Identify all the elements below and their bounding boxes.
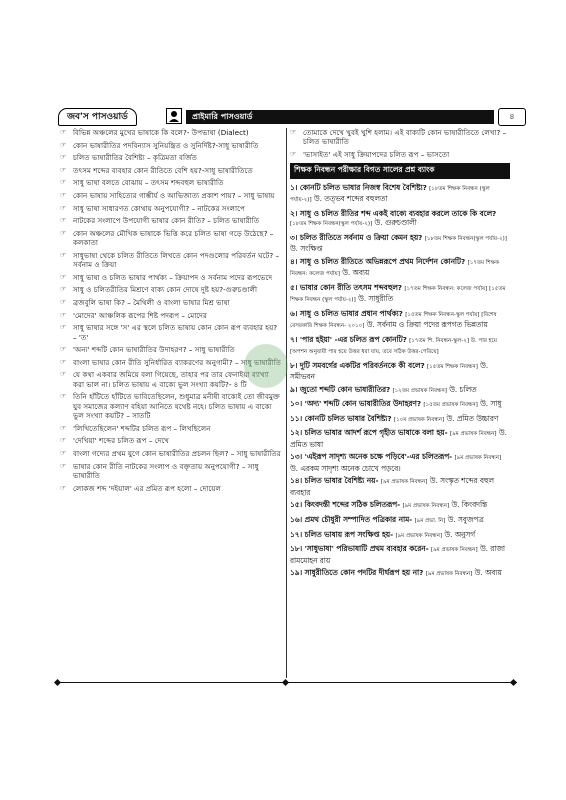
question-source: [১৫তম শিক্ষক নিবন্ধন-স্কুল পর্যায়] [বিশেষ বেসরকারি শিক্ষক নিবন্ধন- ২০১০]: [290, 311, 497, 329]
pointing-hand-icon: ☞: [60, 323, 67, 332]
question-answer: উ. সাধু: [480, 399, 502, 409]
question-item: [290, 476, 510, 497]
list-item: [290, 150, 510, 159]
list-item-text: সাধু ও চলিতরীতির মিশ্রণে বাক্য কোন দোষে দুষ্ট হয়?-গুরুচণ্ডালী: [73, 285, 258, 295]
list-item: [60, 204, 282, 213]
list-item-text: তিনি হাঁটিতে হাঁটিতে ভাবিতেছিলেন, শুধুমাত্র মনীষী বাক্যেই তো জীবমুক্ত যুব সমাজের কল্যাণ বহিয়া আনিতে যথেষ্ট নহে। চলিত ভাষায় এ বাক্যে ভুল সংখ্যা কয়টি? – সাতটি: [73, 392, 280, 421]
question-text: ৪। সাধু ও চলিত রীতিতে অভিন্নরূপে প্রথম নির্দেশন কোনটি?: [290, 256, 466, 266]
list-item: [60, 216, 282, 225]
question-text: ৯। জুতো শব্দটি কোন ভাষারীতির?: [290, 384, 391, 394]
question-text: ২। সাধু ও চলিত রীতির শব্দ একই বাক্যে ব্যবহার করলে তাকে কি বলে?: [290, 208, 497, 218]
list-item-text: কোন ভাষারীতির পদবিন্যাস সুনিয়ন্ত্রিত ও সুনির্দিষ্ট?-সাধু ভাষারীতি: [73, 140, 259, 150]
question-answer: উ. সমীভবন: [290, 360, 489, 381]
question-source: [১৫তম প্রভাষক নিবন্ধন]: [423, 402, 478, 409]
question-answer: উ. প্রমিত উচ্চারণ: [446, 413, 499, 423]
pointing-hand-icon: ☞: [60, 392, 67, 401]
question-item: [290, 428, 510, 449]
list-item-text: তোমাকে দেখে খুবই খুশি হলাম। এই বাক্যটি কোন ভাষারীতিতে লেখা? – চলিত ভাষারীতি: [303, 128, 507, 147]
question-text: ১৯। সাধুরীতিতে কোন পদটির দীর্ঘরূপ হয় না?: [290, 568, 424, 578]
list-item-text: নাটকের সংলাপে উপযোগী ভাষার কোন রীতি? – চলিত ভাষারীতি: [73, 216, 260, 226]
list-item: [60, 323, 282, 342]
question-item: [290, 414, 510, 425]
question-text: ১। কোনটি চলিত ভাষার নিজস্ব বিশেষ বৈশিষ্ট্য?: [290, 182, 427, 192]
list-item: [60, 449, 282, 458]
pointing-hand-icon: ☞: [60, 190, 67, 199]
question-answer: উ. অব্যয়: [342, 268, 370, 277]
question-item: [290, 568, 510, 579]
section-title: শিক্ষক নিবন্ধন পরীক্ষার বিগত সালের প্রশ্ন ব্যাংক: [290, 163, 510, 179]
question-answer: উ. তত্ভব শব্দের বহুলতা: [313, 194, 388, 203]
question-text: ৮। দুটি সমবর্গের একটির পরিবর্তনকে কী বলে?: [290, 360, 425, 370]
list-item: [60, 285, 282, 294]
question-source: [৯ম প্রভা. নি]: [414, 517, 446, 524]
list-item-text: 'মোদের' আঞ্চলিক রূপের শিষ্ট পদরূপ – মোদের: [73, 310, 207, 320]
pointing-hand-icon: ☞: [60, 165, 67, 174]
list-item: [60, 484, 282, 493]
question-text: ১৩। 'এইরূপ সাদৃশ্য অনেক চক্ষে পড়িবে'-এর চলিতরূপ-: [290, 452, 453, 462]
question-item: [290, 500, 510, 511]
question-answer: উ. অনুসর্গ: [444, 529, 476, 539]
question-source: [১৮তম শিক্ষক নিবন্ধন(স্কুল পর্যায়-২)]: [424, 235, 507, 242]
pointing-hand-icon: ☞: [60, 345, 67, 354]
page-number: ৪: [498, 108, 526, 126]
question-answer: উ. সংস্কৃত শব্দের বহুল ব্যবহার: [290, 476, 494, 497]
header-rule: [186, 123, 494, 124]
question-item: [290, 361, 510, 382]
list-item-text: কোন ভাষায় সাহিত্যের গাম্ভীর্য ও আভিজাত্য প্রকাশ পায়? – সাধু ভাষায়: [73, 190, 275, 200]
bottom-dot-right: [510, 679, 517, 686]
pointing-hand-icon: ☞: [60, 228, 67, 237]
pointing-hand-icon: ☞: [60, 216, 67, 225]
question-answer: উ. এরকম সাদৃশ্য অনেক চোখে পড়বে।: [290, 463, 401, 473]
list-item-text: সাধু ভাষা ও চলিত ভাষার পার্থক্য – ক্রিয়াপদ ও সর্বনাম পদের রূপভেদে: [73, 272, 273, 282]
list-item-text: ব্রজবুলি ভাষা কি? – মৈথিলী ও বাংলা ভাষার মিশ্র ভাষা: [73, 297, 230, 307]
list-item-text: ভাষার কোন রীতি নাটকের সংলাপ ও বক্তৃতায় অনুপযোগী? – সাধু ভাষারীতি: [73, 461, 259, 480]
list-item: [60, 191, 282, 200]
question-item: [290, 452, 510, 473]
question-source: [১৮তম শিক্ষক নিবন্ধন (স্কুল পর্যায়-২)]: [290, 185, 490, 203]
question-source: [১০ম প্রভাষক নিবন্ধন]: [393, 416, 445, 423]
question-source: [১৮তম শিক্ষক নিবন্ধন(স্কুল পর্যায়-২)]: [290, 221, 373, 227]
pointing-hand-icon: ☞: [60, 272, 67, 281]
question-text: ১২। চলিত ভাষার আদর্শ রূপে গৃহীত ভাষাকে বলা হয়-: [290, 428, 448, 438]
list-item: [60, 128, 282, 137]
bottom-rule: [55, 680, 517, 686]
question-answer: উ. রাজা রামমোহন রায়: [290, 544, 506, 565]
list-item: [60, 311, 282, 320]
list-item: [60, 424, 282, 433]
question-item: [290, 233, 510, 254]
list-item-text: সাধু ভাষা বলতে বোঝায় – তৎসম শব্দবহুল ভাষারীতি: [73, 178, 224, 188]
list-item-text: 'দেখিয়া' শব্দের চলিত রূপ – দেখে: [73, 436, 169, 446]
pointing-hand-icon: ☞: [60, 140, 67, 149]
question-answer: উ. কিংবদন্তি: [451, 500, 488, 510]
question-source: [১৭তম শিক্ষক নিবন্ধন: কলেজ পর্যায়]: [290, 259, 499, 277]
list-item-text: তৎসম শব্দের ব্যবহার কোন রীতিতে বেশি হয়?-সাধু ভাষারীতিতে: [73, 165, 253, 175]
list-item-text: বাংলা ভাষার কোন রীতি সুনির্ধারিত ব্যাকরণের অনুগামী? – সাধু ভাষারীতি: [73, 357, 281, 367]
question-source: [৯ম প্রভাষক নিবন্ধন]: [425, 571, 473, 578]
list-item-text: সাধুভাষা থেকে চলিত রীতিতে লিখতে কোন পদগুলোর পরিবর্তন ঘটে? – সর্বনাম ও ক্রিয়া: [73, 250, 280, 270]
question-item: [290, 257, 510, 280]
question-source: [৯ম প্রভাষক নিবন্ধন]: [395, 532, 443, 539]
pointing-hand-icon: ☞: [60, 483, 67, 492]
question-text: ৭। 'পার হইয়া' -এর চলিত রূপ কোনটি?: [290, 334, 407, 344]
question-item: [290, 399, 510, 410]
question-text: ৩। চলিত রীতিতে সর্বনাম ও ক্রিয়া কেমন হয়?: [290, 232, 423, 242]
question-answer: উ. চলিত: [449, 384, 477, 394]
list-item: [60, 153, 282, 162]
question-source: [১২তম প্রভাষক নিবন্ধন]: [392, 387, 447, 394]
question-item: [290, 335, 510, 358]
question-item: [290, 209, 510, 230]
question-answer: উ. সংক্ষিপ্ত: [290, 244, 323, 253]
list-item-text: বাংলা গদ্যের প্রথম যুগে কোন ভাষারীতির প্রচলন ছিল? – সাধু ভাষারীতির: [73, 448, 281, 458]
question-text: ১১। কোনটি চলিত ভাষার বৈশিষ্ট্য?: [290, 413, 392, 423]
list-item: [60, 436, 282, 445]
question-item: [290, 183, 510, 206]
pointing-hand-icon: ☞: [60, 423, 67, 432]
list-item: [60, 166, 282, 175]
pointing-hand-icon: ☞: [60, 128, 67, 136]
watermark-logo: [244, 344, 288, 388]
list-item-text: চলিত ভাষারীতির বৈশিষ্ট্য – কৃত্রিমতা বর্জিত: [73, 153, 197, 163]
list-item: [290, 128, 510, 147]
question-answer: উ. সবুজপত্র: [447, 514, 484, 524]
question-answer: উ. গুরুচণ্ডালী: [374, 218, 417, 227]
pointing-hand-icon: ☞: [60, 153, 67, 162]
question-source: [১৭তম শিক্ষক নিবন্ধন: কলেজ পর্যায়] [১৫তম শিক্ষক নিবন্ধন (স্কুল পর্যায়-২)]: [290, 285, 506, 303]
question-item: [290, 385, 510, 396]
question-item: [290, 283, 510, 306]
pointing-hand-icon: ☞: [290, 150, 297, 158]
section-header: প্রাইমারি পাসওয়ার্ড: [186, 110, 494, 123]
bottom-dot-center: [282, 679, 289, 686]
pointing-hand-icon: ☞: [60, 297, 67, 306]
question-text: ১৮। 'সাধুভাষা' পরিভাষাটি প্রথম ব্যবহার করেন-: [290, 544, 429, 554]
list-item-text: 'অন্য' শব্দটি কোন ভাষারীতির উদাহরণ? – সাধু ভাষারীতি: [73, 345, 235, 355]
page-header: [58, 108, 516, 126]
pointing-hand-icon: ☞: [60, 436, 67, 445]
pointing-hand-icon: ☞: [60, 448, 67, 457]
question-text: ১৫। কিংবদন্তী শব্দের সঠিক চলিতরূপ-: [290, 500, 401, 510]
question-text: ১৪। চলিত ভাষার বৈশিষ্ট্য নয়-: [290, 476, 379, 486]
pointing-hand-icon: ☞: [60, 370, 67, 379]
list-item: [60, 178, 282, 187]
question-item: [290, 515, 510, 526]
list-item-text: 'লিখিতেছিলেন' শব্দটির চলিত রূপ – লিখছিলেন: [73, 423, 211, 433]
list-item-text: 'ভাসাইত' এই সাধু ক্রিয়াপদের চলিত রূপ – ভাসতো: [303, 150, 450, 159]
left-column: [60, 128, 282, 496]
question-source: [৯ম প্রভাষক নিবন্ধন]: [430, 547, 478, 554]
pointing-hand-icon: ☞: [60, 178, 67, 187]
question-answer: উ. অব্যয়: [474, 568, 502, 578]
pointing-hand-icon: ☞: [60, 310, 67, 319]
list-item-text: বিভিন্ন অঞ্চলের মুখের ভাষাকে কি বলে?- উপভাষা (Dialect): [73, 128, 249, 137]
person-icon: [166, 108, 182, 124]
brand-label: জব'স পাসওয়ার্ড: [58, 108, 137, 126]
question-source: [১৭তম শি. নিবন্ধন-স্কুল-২] উ. পার হয়ে [অপশন অনুযায়ী পার হয়ে উত্তর ধরা যায়, তবে সঠিক উত্তর-পেরিয়ে]: [290, 337, 497, 355]
list-item-text: সাধু ভাষা সাধারণত কোথায় অনুপযোগী? – নাটকের সংলাপে: [73, 203, 245, 213]
list-item: [60, 141, 282, 150]
list-item-text: কোন অঞ্চলের মৌখিক ভাষাকে ভিত্তি করে চলিত ভাষা গড়ে উঠেছে? – কলকাতা: [73, 228, 274, 248]
pointing-hand-icon: ☞: [60, 285, 67, 294]
list-item-text: সাধু ভাষার সঙ্গে 'স' এর স্থলে চলিত ভাষায় কোন কোন রূপ ব্যবহার হয়? – 'ত': [73, 323, 278, 342]
question-answer: উ. সাধুরীতি: [358, 294, 394, 303]
list-item-text: যে কথা একবার জমিয়ে বলা গিয়েছে, তাহার পর তার ফেনাইয়া ব্যাখ্যা করা ভাল না। চলিত ভাষায় এ বাক্যে ভুল সংখ্যা কয়টি?- ৪ টি: [73, 370, 269, 389]
question-source: [৯ম প্রভাষক নিবন্ধন]: [449, 431, 497, 438]
question-text: ৬। সাধু ও চলিত ভাষার প্রধান পার্থক্য?: [290, 308, 403, 318]
question-item: [290, 544, 510, 565]
pointing-hand-icon: ☞: [290, 128, 297, 136]
question-answer: উ. সর্বনাম ও ক্রিয়া পদের রূপগত ভিন্নতায়: [366, 320, 488, 329]
list-item: [60, 251, 282, 270]
question-source: [৯ম প্রভাষক নিবন্ধন]: [380, 479, 428, 486]
question-text: ৫। ভাষার কোন রীতি তৎসম শব্দবহুল?: [290, 282, 403, 292]
question-source: [১৫তম শিক্ষক নিবন্ধন]: [427, 363, 478, 370]
question-answer: উ. প্রমিত ভাষা: [290, 428, 507, 449]
question-item: [290, 530, 510, 541]
list-item: [60, 298, 282, 307]
column-divider: [286, 128, 287, 678]
question-source: [৯ম প্রভাষক নিবন্ধন]: [454, 455, 502, 462]
pointing-hand-icon: ☞: [60, 250, 67, 259]
list-item: [60, 229, 282, 248]
pointing-hand-icon: ☞: [60, 357, 67, 366]
pointing-hand-icon: ☞: [60, 461, 67, 470]
list-item: [60, 462, 282, 481]
right-column: [290, 128, 510, 583]
question-text: ১৬। প্রমথ চৌধুরী সম্পাদিত পত্রিকার নাম-: [290, 514, 413, 524]
question-item: [290, 309, 510, 332]
bottom-dot-left: [54, 679, 61, 686]
question-text: ১৭। চলিত ভাষায় রূপ সংক্ষিপ্ত হয়-: [290, 529, 394, 539]
list-item-text: লোকজ শব্দ 'দইয়াল' এর প্রমিত রূপ হলো – দোয়েল: [73, 483, 221, 493]
pointing-hand-icon: ☞: [60, 203, 67, 212]
question-text: ১০। 'অদ্য' শব্দটি কোন ভাষারীতির উদাহরণ?: [290, 399, 422, 409]
list-item: [60, 392, 282, 420]
question-source: [৯ম প্রভাষক নিবন্ধন]: [402, 503, 450, 510]
list-item: [60, 273, 282, 282]
